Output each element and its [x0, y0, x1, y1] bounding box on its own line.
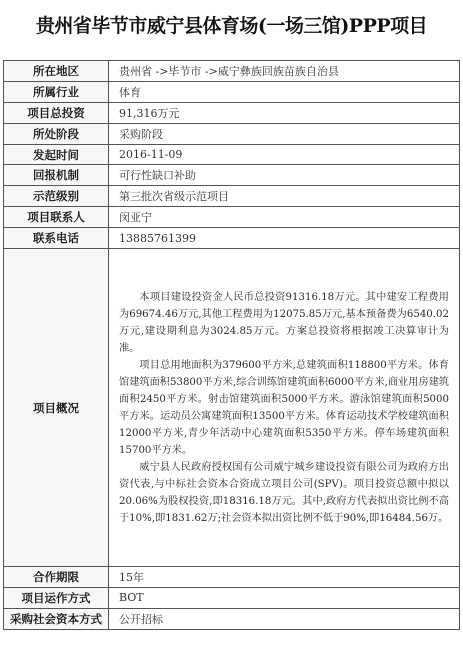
overview-paragraph: 项目总用地面积为379600平方米,总建筑面积118800平方米。体育馆建筑面积53800平方米,综合训练馆建筑面积6000平方米,商业用房建筑面积2450平方米。射击馆建筑面积5000平方米。游泳馆建筑面积5000平方米。运动员公寓建筑面积13500平方米。体育运动技术学校建筑面积12000平方米,青少年活动中心建筑面积5350平方米。停车场建筑面积15700平方米。 [119, 359, 449, 456]
row-value: 第三批次省级示范项目 [109, 186, 460, 207]
overview-paragraph: 本项目建设投资金人民币总投资91316.18万元。其中建安工程费用为69674.46万元,其他工程费用为12075.85万元,基本预备费为6540.02万元,建设期利息为3024.85万元。方案总投资将根据竣工决算审计为准。 [119, 291, 449, 354]
overview-label: 项目概况 [4, 249, 109, 567]
table-row [4, 144, 460, 165]
table-row [4, 81, 460, 102]
row-label: 联系电话 [4, 228, 109, 249]
row-label: 所处阶段 [4, 123, 109, 144]
project-info-table [3, 60, 460, 630]
table-row [4, 123, 460, 144]
table-row [4, 207, 460, 228]
table-row [4, 102, 460, 123]
row-value: BOT [109, 587, 460, 608]
row-value: 可行性缺口补助 [109, 165, 460, 186]
row-value: 13885761399 [109, 228, 460, 249]
row-label: 项目运作方式 [4, 587, 109, 608]
table-row [4, 165, 460, 186]
row-value: 贵州省 ->毕节市 ->威宁彝族回族苗族自治县 [109, 61, 460, 82]
overview-row [4, 249, 460, 567]
row-label: 回报机制 [4, 165, 109, 186]
row-value: 公开招标 [109, 608, 460, 629]
overview-paragraph: 威宁县人民政府授权国有公司威宁城乡建设投资有限公司为政府方出资代表,与中标社会资本合资成立项目公司(SPV)。项目投资总额中拟以20.06%为股权投资,即18316.18万元。其中,政府方代表拟出资比例不高于10%,即1831.62万;社会资本拟出资比例不低于90%,即16484.56万。 [119, 461, 449, 524]
row-label: 项目总投资 [4, 102, 109, 123]
table-row [4, 587, 460, 608]
table-row [4, 567, 460, 588]
row-value: 15年 [109, 567, 460, 588]
row-label: 所属行业 [4, 81, 109, 102]
row-value: 体育 [109, 81, 460, 102]
row-value: 采购阶段 [109, 123, 460, 144]
table-row [4, 228, 460, 249]
row-label: 所在地区 [4, 61, 109, 82]
overview-text [109, 249, 460, 567]
page-title: 贵州省毕节市威宁县体育场(一场三馆)PPP项目 [35, 15, 428, 37]
row-value: 闵亚宁 [109, 207, 460, 228]
row-label: 发起时间 [4, 144, 109, 165]
table-row [4, 61, 460, 82]
row-value: 91,316万元 [109, 102, 460, 123]
table-row [4, 608, 460, 629]
row-label: 项目联系人 [4, 207, 109, 228]
row-label: 合作期限 [4, 567, 109, 588]
table-row [4, 186, 460, 207]
row-value: 2016-11-09 [109, 144, 460, 165]
row-label: 示范级别 [4, 186, 109, 207]
row-label: 采购社会资本方式 [4, 608, 109, 629]
